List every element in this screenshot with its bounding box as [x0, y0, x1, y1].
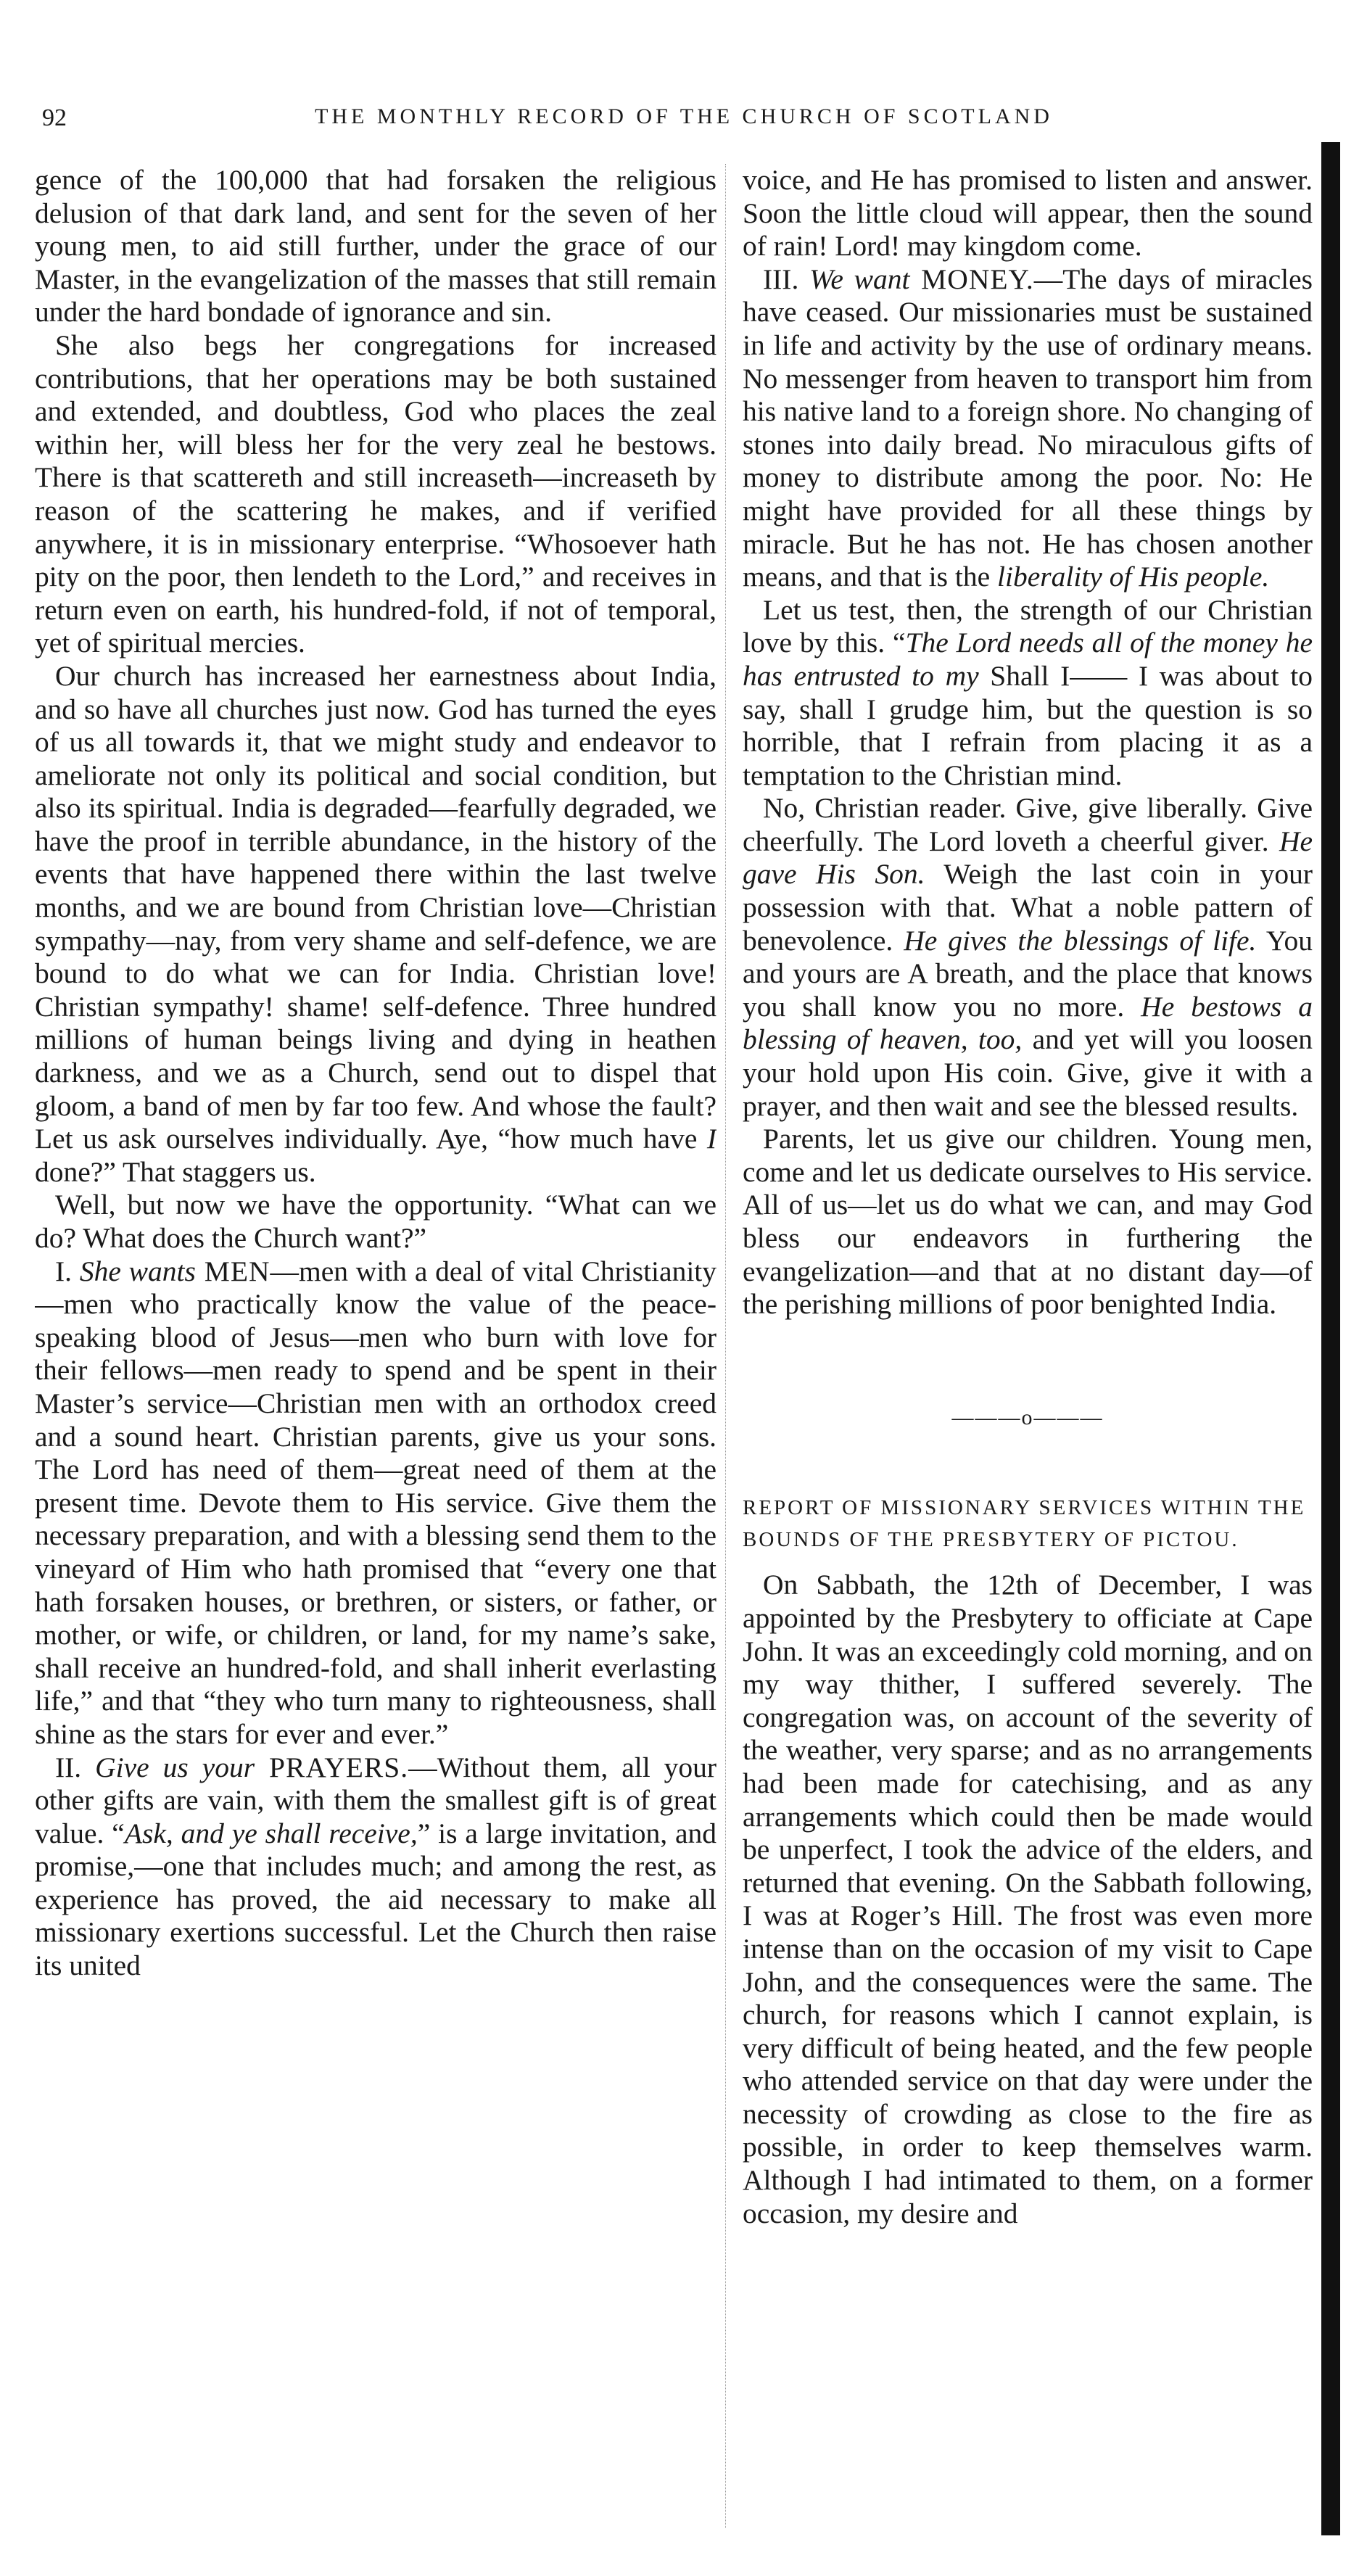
numbering: III.	[763, 263, 810, 295]
paragraph-text: Weigh the last coin in your possession with that. What a noble pattern of benevolence.	[743, 858, 1313, 957]
right-column	[743, 164, 1313, 2528]
italic-text: He gave His Son.	[743, 825, 1313, 891]
italic-text: Ask, and ye shall receive,	[124, 1817, 418, 1849]
scan-edge-shadow	[1321, 142, 1340, 2535]
paragraph-text: and yet will you loosen your hold upon His coin. Give, give it with a prayer, and then wait and see the blessed results.	[743, 1023, 1313, 1122]
italic-text: We want	[809, 263, 910, 295]
section-divider: ———o———	[951, 1405, 1104, 1429]
paragraph-text: done?” That staggers us.	[35, 1155, 316, 1188]
paragraph-text: —Without them, all your other gifts are vain, with them the smallest gift is of great value. “	[35, 1751, 716, 1849]
italic-text: I	[706, 1123, 716, 1155]
column-rule	[725, 164, 726, 2528]
running-head: THE MONTHLY RECORD OF THE CHURCH OF SCOTLAND	[315, 104, 1053, 128]
paragraph-text: —The days of miracles have ceased. Our missionaries must be sustained in life and activity by the use of ordinary means. No messenger from heaven to transport him from his native land to a foreign shore. No changing of stones into daily bread. No miraculous gifts of money to distribute among the poor. No: He might have provided for all these things by miracle. But he has not. He has chosen another means, and that is the	[743, 263, 1313, 593]
page-header	[42, 104, 1326, 133]
numbering: I.	[55, 1255, 80, 1287]
paragraph-text: —men with a deal of vital Christianity—men who practically know the value of the peace-speaking blood of Jesus—men who burn with love for their fellows—men ready to spend and be spent in their Master’s service—Christian men with an orthodox creed and a sound heart. Christian parents, give us your sons. The Lord has need of them—great need of them at the present time. Devote them to His service. Give them the necessary preparation, and with a blessing send them to the vineyard of Him who hath promised that “every one that hath forsaken houses, or brethren, or sisters, or father, or mother, or wife, or children, or land, for my name’s sake, shall receive an hundred-fold, and shall inherit everlasting life,” and that “they who turn many to righteousness, shall shine as the stars for ever and ever.”	[35, 1255, 716, 1750]
paragraph-text: Our church has increased her earnestness about India, and so have all churches just now. God has turned the eyes of us all towards it, that we might study and endeavor to ameliorate not only its political and social condition, but also its spiritual. India is degraded—fearfully degraded, we have the proof in terrible abundance, in the history of the events that have happened there within the last twelve months, and we are bound from Christian love—Christian sympathy—nay, from very shame and self-defence, we are bound to do what we can for India. Christian love! Christian sympathy! shame! self-defence. Three hundred millions of human beings living and dying in heathen darkness, and we as a Church, send out to dispel that gloom, a band of men by far too few. And whose the fault? Let us ask ourselves individually. Aye, “how much have	[35, 659, 716, 1155]
numbering: II.	[55, 1751, 96, 1783]
paragraph	[743, 792, 1313, 1123]
paragraph: She also begs her congregations for increased contributions, that her operations may be both sustained and extended, and doubtless, God who places the zeal within her, will bless her for the very zeal he bestows. There is that scattereth and still increaseth—increaseth by reason of the scattering he makes, and if verified anywhere, it is in missionary enterprise. “Whosoever hath pity on the poor, then lendeth to the Lord,” and receives in return even on earth, his hundred-fold, if not of temporal, yet of spiritual mercies.	[35, 329, 716, 659]
page-number: 92	[42, 104, 67, 131]
paragraph-text: Let us test, then, the strength of our Christian love by this. “	[743, 593, 1313, 659]
italic-text: She wants	[79, 1255, 196, 1287]
italic-text: liberality of His people.	[997, 561, 1270, 593]
paragraph: gence of the 100,000 that had forsaken the religious delusion of that dark land, and sent for the seven of her young men, to aid still further, under the grace of our Master, in the evangelization of the masses that still remain under the hard bondade of ignorance and sin.	[35, 164, 716, 329]
paragraph	[35, 1751, 716, 1983]
paragraph: Well, but now we have the opportunity. “What can we do? What does the Church want?”	[35, 1189, 716, 1254]
italic-text: He gives the blessings of life.	[904, 924, 1257, 957]
small-caps-text: MEN	[195, 1255, 270, 1287]
paragraph-text: Shall I—— I was about to say, shall I grudge him, but the question is so horrible, that I refrain from placing it as a temptation to the Christian mind.	[743, 659, 1313, 791]
small-caps-text: MONEY.	[909, 263, 1034, 295]
italic-text: The Lord needs all of the money he has entrusted to my	[743, 627, 1313, 692]
paragraph-text: No, Christian reader. Give, give liberally. Give cheerfully. The Lord loveth a cheerful giver.	[743, 792, 1313, 857]
paragraph: voice, and He has promised to listen and answer. Soon the little cloud will appear, then the sound of rain! Lord! may kingdom come.	[743, 164, 1313, 263]
paragraph-text: ” is a large invitation, and promise,—one that includes much; and among the rest, as experience has proved, the aid necessary to make all missionary exertions successful. Let the Church then raise its united	[35, 1817, 716, 1982]
paragraph: On Sabbath, the 12th of December, I was appointed by the Presbytery to officiate at Cape John. It was an exceedingly cold morning, and on my way thither, I suffered severely. The congregation was, on account of the severity of the weather, very sparse; and as no arrangements had been made for catechising, and as any arrangements which could then be made would be unperfect, I took the advice of the elders, and returned that evening. On the Sabbath following, I was at Roger’s Hill. The frost was even more intense than on the occasion of my visit to Cape John, and the consequences were the same. The church, for reasons which I cannot explain, is very difficult of being heated, and the few people who attended service on that day were under the necessity of crowding as close to the fire as possible, in order to keep themselves warm. Although I had intimated to them, on a former occasion, my desire and	[743, 1569, 1313, 2229]
italic-text: Give us your	[95, 1751, 255, 1783]
paragraph-text: You and yours are A breath, and the place that knows you shall know you no more.	[743, 924, 1313, 1023]
left-column	[35, 164, 716, 2528]
paragraph	[35, 660, 716, 1189]
paragraph	[743, 594, 1313, 793]
paragraph	[743, 263, 1313, 594]
small-caps-text: PRAYERS.	[255, 1751, 409, 1783]
italic-text: He bestows a blessing of heaven, too,	[743, 990, 1313, 1056]
section-heading: REPORT OF MISSIONARY SERVICES WITHIN THE BOUNDS OF THE PRESBYTERY OF PICTOU.	[743, 1496, 1306, 1552]
paragraph	[35, 1255, 716, 1751]
paragraph: Parents, let us give our children. Young men, come and let us dedicate ourselves to His service. All of us—let us do what we can, and may God bless our endeavors in furthering the evangelization—and that at no distant day—of the perishing millions of poor benighted India.	[743, 1123, 1313, 1321]
